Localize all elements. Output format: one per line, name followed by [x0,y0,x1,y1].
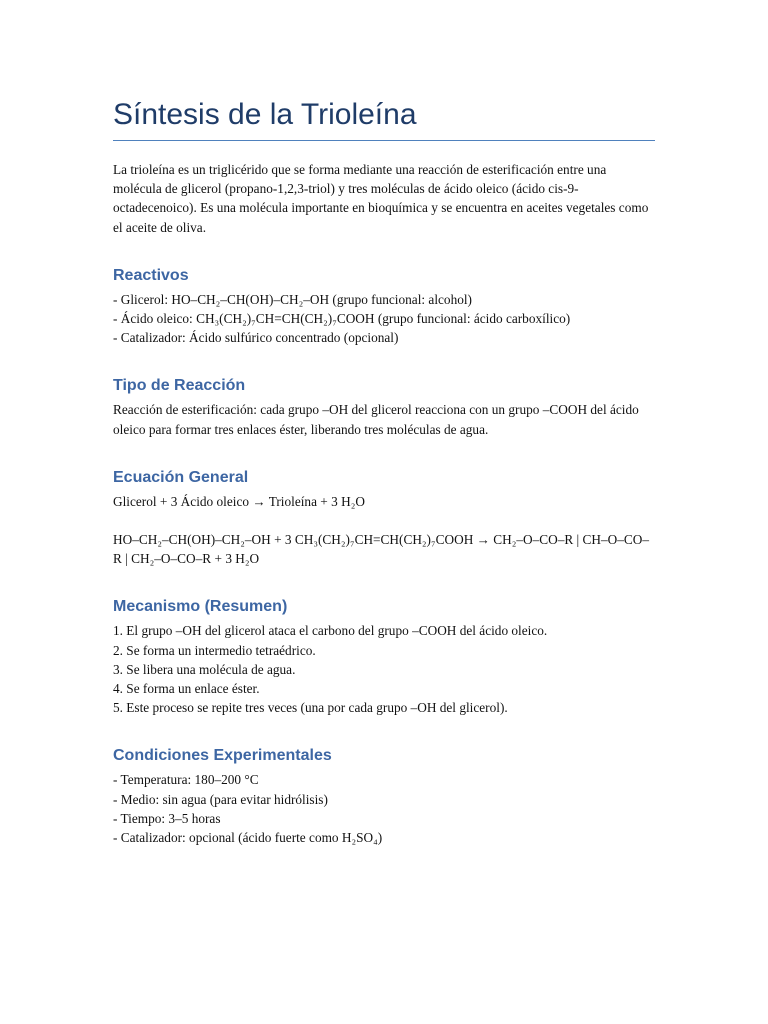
section-body [113,290,655,348]
list-item: - Tiempo: 3–5 horas [113,810,221,826]
section-ecuacion-general [113,468,655,569]
section-reactivos [113,266,655,348]
section-heading: Mecanismo (Resumen) [113,598,288,616]
section-body [113,770,655,847]
list-item: - Glicerol: HO–CH₂–CH(OH)–CH₂–OH (grupo funcional: alcohol) [113,291,472,307]
list-item: 4. Se forma un enlace éster. [113,681,260,697]
section-heading: Ecuación General [113,468,249,486]
section-paragraph: Reacción de esterificación: cada grupo –OH del glicerol reacciona con un grupo –COOH del ácido oleico para formar tres enlaces éster, liberando tres moléculas de agua. [113,402,639,437]
list-item: 3. Se libera una molécula de agua. [113,661,296,677]
document-page [113,96,655,847]
equation-line: Glicerol + 3 Ácido oleico → Trioleína + 3 H₂O [113,493,365,509]
spacer [113,511,655,530]
section-body [113,492,655,569]
section-condiciones [113,746,655,847]
list-item: - Ácido oleico: CH₃(CH₂)₇CH=CH(CH₂)₇COOH (grupo funcional: ácido carboxílico) [113,311,571,327]
list-item: - Catalizador: Ácido sulfúrico concentrado (opcional) [113,330,399,346]
list-item: 1. El grupo –OH del glicerol ataca el carbono del grupo –COOH del ácido oleico. [113,623,548,639]
list-item: - Catalizador: opcional (ácido fuerte como H₂SO₄) [113,830,383,846]
section-tipo-reaccion [113,376,655,438]
section-body [113,621,655,717]
section-heading: Tipo de Reacción [113,377,246,395]
page-title: Síntesis de la Trioleína [113,96,655,141]
section-heading: Condiciones Experimentales [113,747,332,765]
list-item: - Medio: sin agua (para evitar hidrólisis) [113,791,328,807]
equation-line: HO–CH₂–CH(OH)–CH₂–OH + 3 CH₃(CH₂)₇CH=CH(CH₂)₇COOH → CH₂–O–CO–R | CH–O–CO–R | CH₂–O–CO–R + 3 H₂O [113,532,650,567]
intro-paragraph: La trioleína es un triglicérido que se forma mediante una reacción de esterificación entre una molécula de glicerol (propano-1,2,3-triol) y tres moléculas de ácido oleico (ácido cis-9-octadecenoico). Es una molécula importante en bioquímica y se encuentra en aceites vegetales como el aceite de oliva. [113,162,649,235]
list-item: 2. Se forma un intermedio tetraédrico. [113,642,316,658]
list-item: 5. Este proceso se repite tres veces (una por cada grupo –OH del glicerol). [113,700,508,716]
section-heading: Reactivos [113,266,189,284]
list-item: - Temperatura: 180–200 °C [113,772,259,788]
section-mecanismo [113,597,655,717]
